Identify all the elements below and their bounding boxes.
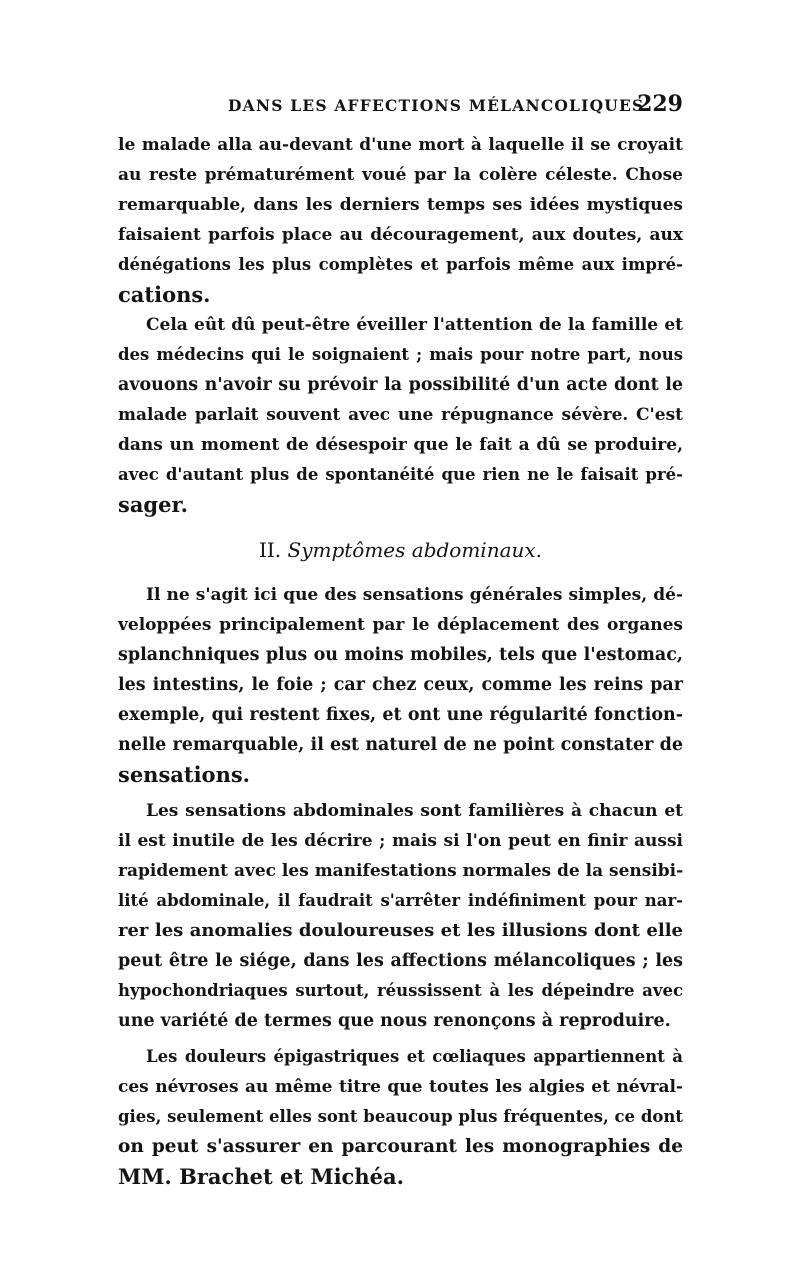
text-line: on peut s'assurer en parcourant les monographies de: [118, 1136, 683, 1157]
page-number: 229: [637, 91, 683, 117]
text-line: hypochondriaques surtout, réussissent à les dépeindre avec: [118, 981, 683, 1000]
text-line: MM. Brachet et Michéa.: [118, 1164, 404, 1189]
paragraph-1: [118, 130, 683, 310]
text-line: sensations.: [118, 762, 250, 787]
text-line: lité abdominale, il faudrait s'arrêter indéfiniment pour nar-: [118, 891, 683, 910]
section-number: II.: [258, 538, 282, 562]
running-head: [118, 91, 683, 122]
paragraph-3: [118, 580, 683, 790]
section-heading: [118, 535, 683, 565]
text-line: il est inutile de les décrire ; mais si l'on peut en finir aussi: [118, 831, 683, 851]
text-line: malade parlait souvent avec une répugnance sévère. C'est: [118, 405, 683, 425]
text-line: faisaient parfois place au découragement, aux doutes, aux: [118, 225, 683, 245]
text-line: Les douleurs épigastriques et cœliaques appartiennent à: [146, 1047, 683, 1066]
text-line: avec d'autant plus de spontanéité que rien ne le faisait pré-: [118, 465, 683, 484]
text-line: dans un moment de désespoir que le fait a dû se produire,: [118, 435, 683, 455]
text-line: une variété de termes que nous renonçons à reproduire.: [118, 1011, 671, 1031]
text-line: Les sensations abdominales sont familières à chacun et: [146, 801, 683, 821]
text-line: veloppées principalement par le déplacement des organes: [118, 615, 683, 635]
text-line: nelle remarquable, il est naturel de ne point constater de: [118, 735, 683, 755]
paragraph-4: [118, 796, 683, 1036]
running-title: DANS LES AFFECTIONS MÉLANCOLIQUES.: [228, 96, 651, 115]
text-line: rapidement avec les manifestations normales de la sensibi-: [118, 861, 684, 881]
text-line: sager.: [118, 492, 188, 517]
text-line: avouons n'avoir su prévoir la possibilité d'un acte dont le: [118, 375, 683, 395]
text-line: splanchniques plus ou moins mobiles, tels que l'estomac,: [118, 645, 683, 665]
text-line: dénégations les plus complètes et parfois même aux impré-: [118, 255, 683, 274]
text-line: Cela eût dû peut-être éveiller l'attention de la famille et: [146, 315, 683, 335]
text-line: ces névroses au même titre que toutes les algies et névral-: [118, 1077, 683, 1097]
paragraph-5: [118, 1042, 683, 1192]
section-title: Symptômes abdominaux.: [287, 538, 543, 562]
text-line: des médecins qui le soignaient ; mais pour notre part, nous: [118, 345, 683, 364]
page-body: [118, 130, 683, 1192]
text-line: les intestins, le foie ; car chez ceux, comme les reins par: [118, 675, 683, 695]
text-line: exemple, qui restent fixes, et ont une régularité fonction-: [118, 705, 683, 725]
text-line: peut être le siége, dans les affections mélancoliques ; les: [118, 951, 683, 971]
text-line: rer les anomalies douloureuses et les illusions dont elle: [118, 920, 683, 941]
text-line: gies, seulement elles sont beaucoup plus fréquentes, ce dont: [118, 1107, 683, 1126]
paragraph-2: [118, 310, 683, 520]
text-line: remarquable, dans les derniers temps ses idées mystiques: [118, 195, 683, 215]
text-line: Il ne s'agit ici que des sensations générales simples, dé-: [146, 585, 683, 605]
text-line: le malade alla au-devant d'une mort à laquelle il se croyait: [118, 135, 683, 155]
text-line: cations.: [118, 282, 211, 307]
text-line: au reste prématurément voué par la colère céleste. Chose: [118, 165, 683, 185]
